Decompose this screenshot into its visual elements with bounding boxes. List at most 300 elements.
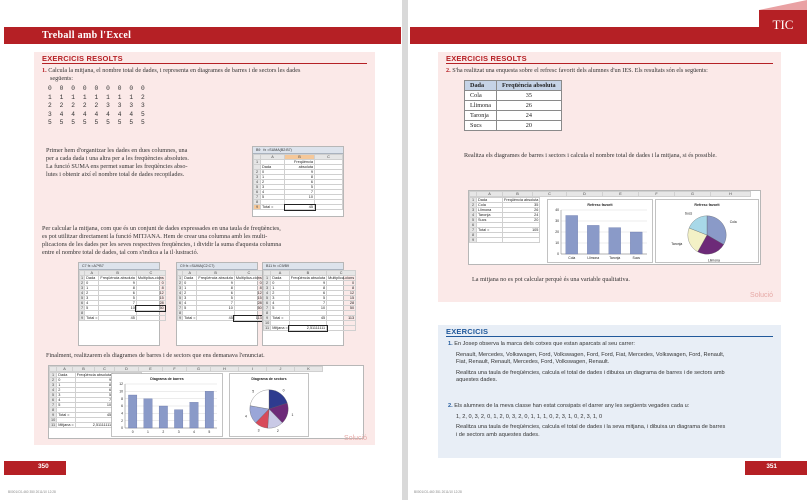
spreadsheet-cell: Dada [183, 276, 197, 281]
book-gutter [402, 0, 408, 500]
spreadsheet-cell: 7 [99, 301, 136, 306]
chapter-title: Treball amb l'Excel [4, 27, 401, 44]
spreadsheet-cell: 0 [85, 281, 99, 286]
x-tick-label: 4 [193, 429, 195, 434]
spreadsheet-cell: 8 [136, 286, 165, 291]
column-header: B [285, 155, 315, 160]
spreadsheet-cell: 113 [234, 316, 263, 321]
row-header: 6 [264, 301, 271, 306]
spreadsheet-cell: 3 [57, 393, 76, 398]
spreadsheet-cell: Freqüència absoluta [504, 198, 539, 202]
x-tick-label: 5 [208, 429, 211, 434]
bar [190, 402, 198, 428]
spreadsheet-step [78, 262, 164, 346]
table-row [465, 91, 562, 101]
spreadsheet-cell: Dada [261, 165, 285, 170]
column-header: J [267, 367, 295, 372]
spreadsheet-cell: 4 [261, 190, 285, 195]
column-header: B [289, 271, 326, 276]
exercise-line: En Josep observa la marca dels cotxes que estan aparcats al seu carrer: [454, 341, 635, 347]
exercise-line: 1, 2, 0, 3, 2, 0, 1, 2, 0, 3, 2, 0, 1, 1, 1, 0, 2, 3, 1, 0, 2, 3, 1, 0 [456, 413, 603, 420]
row-header: 5 [254, 185, 261, 190]
section-title: EXERCICIS RESOLTS [446, 54, 527, 63]
spreadsheet-sum [252, 146, 344, 217]
spreadsheet-cell: Sucs [477, 218, 503, 223]
data-row: 1 1 1 1 1 1 1 1 2 [48, 93, 147, 101]
column-header: D [115, 367, 139, 372]
spreadsheet-cell: 4 [57, 398, 76, 403]
cell-reference: C7 [82, 264, 87, 268]
spreadsheet-cell: 0 [183, 281, 197, 286]
formula-text: =A7*B7 [91, 264, 104, 268]
spreadsheet-cell: 6 [99, 291, 136, 296]
spreadsheet-cell: 3 [183, 296, 197, 301]
column-header: A [183, 271, 197, 276]
text-line: lutes i obtenir així el nombre total de dades recopilades. [46, 171, 185, 178]
spreadsheet-cell: Total = [86, 316, 98, 320]
table-cell: 24 [496, 111, 561, 121]
pie-chart-refresc [655, 199, 759, 263]
column-header: E [603, 192, 639, 197]
column-header: I [239, 367, 267, 372]
column-header: D [567, 192, 603, 197]
row-header: 8 [264, 311, 271, 316]
column-header: B [99, 271, 136, 276]
spreadsheet-cell: 28 [327, 301, 356, 306]
footer-bar [4, 461, 66, 475]
formula-bar: B11 fx =C9/B9 [263, 263, 343, 270]
y-tick-label: 0 [121, 426, 123, 431]
row-header: 7 [470, 228, 477, 233]
spreadsheet-cell: 10 [197, 306, 234, 311]
table-row [465, 111, 562, 121]
spreadsheet-cell: 0 [234, 281, 263, 286]
table-row [178, 276, 264, 281]
row-header: 5 [470, 218, 477, 223]
spreadsheet-cell: 12 [234, 291, 263, 296]
spreadsheet-cell: 5 [57, 403, 76, 408]
row-header: 5 [50, 393, 57, 398]
spreadsheet-cell: Total = [261, 205, 285, 210]
spreadsheet-cell: 0 [57, 378, 76, 383]
spreadsheet-cell: Dada [85, 276, 99, 281]
exercise-item [448, 341, 776, 385]
y-tick-label: 10 [555, 241, 559, 246]
x-tick-label: Cola [568, 255, 576, 260]
column-header: G [187, 367, 211, 372]
row-header: 2 [50, 378, 57, 383]
spreadsheet-cell: Dada [271, 276, 290, 281]
table-cell: 35 [496, 91, 561, 101]
table-row [470, 198, 540, 203]
spreadsheet-grid [79, 270, 166, 321]
row-header: 4 [470, 213, 477, 218]
spreadsheet-cell: 5 [85, 306, 99, 311]
exercise-line: aquestes dades. [456, 377, 498, 384]
statement-text: S'ha realitzat una enquesta sobre el refresc favorit dels alumnes d'un IES. Els resultats són els següents: [452, 67, 708, 74]
corner-cell [470, 192, 477, 197]
spreadsheet-cell: Freqüència [285, 160, 315, 165]
data-row: 2 2 2 2 2 3 3 3 3 [48, 102, 147, 109]
chart-title: Refresc favorit [694, 203, 720, 207]
y-tick-label: 30 [555, 219, 559, 224]
spreadsheet-cell: 20 [503, 218, 540, 223]
data-row: 5 5 5 5 5 5 5 5 5 [48, 119, 147, 126]
spreadsheet-cell: 4 [271, 301, 290, 306]
spreadsheet-cell: 0 [136, 281, 165, 286]
bar [205, 391, 213, 428]
spreadsheet-cell: Total = [184, 316, 196, 320]
paragraph-organize [46, 147, 251, 179]
y-tick-label: 2 [121, 418, 123, 423]
cell-reference: C9 [180, 264, 185, 268]
exercise-number: 2. [448, 403, 453, 409]
spreadsheet-cell: 10 [99, 306, 136, 311]
spreadsheet-cell: 6 [75, 388, 112, 393]
statement-line: Calcula la mitjana, el nombre total de dades, i representa en diagrames de barres i de sectors les dades [48, 67, 301, 74]
slice-label: 3 [257, 428, 260, 433]
cell-reference: B11 [266, 264, 273, 268]
table-row [470, 238, 540, 243]
row-header: 7 [179, 306, 182, 310]
spreadsheet-grid [263, 270, 356, 331]
table-row [50, 367, 323, 372]
formula-text: =SUMA(C2:C7) [189, 264, 215, 268]
spreadsheet-cell: 0 [271, 281, 290, 286]
print-info: B0001/C0-460 351 2011/10 12:28 [414, 490, 462, 494]
spreadsheet-cell: 9 [99, 281, 136, 286]
x-tick-label: 3 [177, 429, 180, 434]
spreadsheet-cell: Total = [477, 228, 503, 233]
spreadsheet-cell: 4 [85, 301, 99, 306]
row-header: 1 [179, 276, 182, 280]
spreadsheet-cell: 50 [327, 306, 356, 311]
spreadsheet-cell: 35 [503, 203, 540, 208]
chart-title: Diagrama de barres [150, 377, 184, 381]
spreadsheet-cell: Total = [271, 316, 290, 321]
row-header: 9 [254, 205, 261, 210]
pie-chart-values [229, 373, 309, 437]
bar [587, 225, 599, 254]
spreadsheet-cell: 15 [327, 296, 356, 301]
spreadsheet-cell: 45 [285, 205, 315, 210]
spreadsheet-cell: 9 [197, 281, 234, 286]
spreadsheet-cell: 8 [234, 286, 263, 291]
exercise-statement [446, 67, 776, 75]
spreadsheet-cell: Mitjana = [58, 423, 74, 427]
x-tick-label: Llimona [587, 255, 600, 260]
y-tick-label: 0 [557, 252, 559, 257]
row-header: 9 [50, 413, 57, 418]
spreadsheet-cell: 3 [261, 185, 285, 190]
column-header: C [95, 367, 115, 372]
text-line: entre el nombre total de dades, tal com s'indica a la il·lustració. [42, 249, 199, 256]
bar [566, 216, 578, 255]
spreadsheet-cell [503, 238, 540, 243]
slice-label: Llimona [708, 258, 720, 263]
table-header: Dada [465, 81, 497, 91]
row-header: 1 [50, 373, 57, 378]
text-line: La funció SUMA ens permet sumar les freqüències abso- [46, 163, 188, 170]
exercise-line: Fiat, Renault, Renault, Mercedes, Ford, Volkswagen, Renault. [456, 359, 610, 366]
text-line: Per calcular la mitjana, com que és un conjunt de dades expressades en una taula de freqüències, [42, 225, 281, 232]
column-header: E [139, 367, 163, 372]
column-header: C [315, 155, 343, 160]
cell-reference: B9 [256, 148, 261, 152]
row-header: 3 [470, 208, 477, 213]
spreadsheet-cell: 5 [183, 306, 197, 311]
column-header: A [57, 367, 73, 372]
table-cell: 20 [496, 121, 561, 131]
column-header: F [163, 367, 187, 372]
column-header: A [261, 155, 285, 160]
row-header: 5 [264, 296, 271, 301]
spreadsheet-cell: 7 [285, 190, 315, 195]
slice-label: Taronja [671, 242, 683, 247]
spreadsheet-cell: 5 [271, 306, 290, 311]
table-row [465, 121, 562, 131]
spreadsheet-cell: 2 [271, 291, 290, 296]
column-header: K [295, 367, 323, 372]
tic-tab: TIC [759, 10, 807, 40]
spreadsheet-cell: 7 [289, 301, 326, 306]
task-text: Realitza els diagrames de barres i sectors i calcula el nombre total de dades i la mitjana, si és possible. [464, 152, 717, 159]
row-header: 4 [179, 291, 182, 295]
spreadsheet-cell: 2,51111111 [289, 326, 326, 331]
y-tick-label: 40 [555, 208, 559, 213]
spreadsheet-cell: 15 [136, 296, 165, 301]
spreadsheet-cell: 7 [75, 398, 112, 403]
column-header: A [85, 271, 99, 276]
x-tick-label: 2 [162, 429, 165, 434]
spreadsheet-cell: 45 [75, 413, 112, 418]
slice-label: 5 [252, 389, 255, 394]
text-line: es pot utilitzar directament la funció MITJANA. Hem de crear una columna amb les multi- [42, 233, 268, 240]
row-header: 6 [470, 223, 477, 228]
spreadsheet-cell: Multiplica-cions [235, 276, 262, 280]
frequency-table [464, 80, 562, 131]
row-header: 1 [470, 198, 477, 203]
spreadsheet-cell: 2,51111111 [75, 423, 112, 428]
spreadsheet-cell: 26 [503, 208, 540, 213]
spreadsheet-cell: 12 [327, 291, 356, 296]
spreadsheet-cell: 8 [289, 286, 326, 291]
spreadsheet-cell: 12 [136, 291, 165, 296]
print-info: B0001/C0-460 350 2011/10 12:28 [8, 490, 56, 494]
slice-label: Sucs [684, 211, 693, 216]
spreadsheet-cell: Freqüència absoluta [290, 276, 326, 280]
column-header: B [73, 367, 95, 372]
row-header: 5 [81, 296, 84, 300]
row-header: 2 [264, 281, 271, 286]
slice-label: 4 [245, 414, 247, 419]
spreadsheet-cell: Mitjana = [272, 326, 288, 330]
conclusion-text: La mitjana no es pot calcular perquè és una variable qualitativa. [472, 276, 630, 283]
bar [144, 399, 152, 428]
spreadsheet-cell: 4 [183, 301, 197, 306]
section-rule [42, 63, 367, 64]
row-header: 7 [264, 306, 271, 311]
x-tick-label: 0 [131, 429, 134, 434]
row-header: 7 [254, 195, 261, 200]
column-header: C [136, 271, 165, 276]
column-header: C [234, 271, 263, 276]
spreadsheet-cell: 5 [99, 296, 136, 301]
slice-label: 2 [276, 429, 279, 434]
slice-label: 1 [291, 412, 294, 417]
spreadsheet-cell: Multiplica-cions [137, 276, 164, 280]
corner-cell [50, 367, 57, 372]
data-row: 3 4 4 4 4 4 4 4 5 [48, 110, 147, 118]
right-page [410, 0, 807, 500]
spreadsheet-cell: Dada [57, 373, 76, 378]
row-header: 2 [470, 203, 477, 208]
spreadsheet-cell: absoluta [285, 165, 315, 170]
section-rule [446, 63, 773, 64]
solved-exercises-box [438, 52, 781, 302]
slice-label: Cola [729, 220, 737, 225]
tab-fold [759, 0, 807, 10]
row-header: 5 [179, 296, 182, 300]
table-row [80, 316, 166, 321]
bar [174, 410, 182, 428]
spreadsheet-cell: 6 [289, 291, 326, 296]
formula-bar: C9 fx =SUMA(C2:C7) [177, 263, 257, 270]
column-header: H [711, 192, 751, 197]
row-header: 1 [81, 276, 84, 280]
exercise-statement [42, 67, 370, 83]
spreadsheet-grid [177, 270, 264, 321]
spreadsheet-cell: 24 [503, 213, 540, 218]
bar [609, 228, 621, 254]
row-header: 4 [81, 291, 84, 295]
row-header: 7 [81, 306, 84, 310]
spreadsheet-cell: 1 [57, 383, 76, 388]
y-tick-label: 12 [119, 382, 123, 387]
spreadsheet-cell: 45 [197, 316, 234, 321]
table-row [178, 316, 264, 321]
exercises-rule [446, 336, 773, 337]
spreadsheet-cell: 9 [285, 170, 315, 175]
row-header: 10 [265, 321, 270, 325]
column-header: G [675, 192, 711, 197]
spreadsheet-cell: 7 [197, 301, 234, 306]
column-header: B [197, 271, 234, 276]
exercise-line: Renault, Mercedes, Volkswagen, Ford, Volkswagen, Ford, Ford, Fiat, Mercedes, Volkswagen, Ford, Renault, [456, 351, 725, 358]
row-header: 11 [51, 423, 56, 427]
formula-text: =C9/B9 [276, 264, 290, 268]
table-cell: Cola [465, 91, 497, 101]
spreadsheet-cell [315, 205, 343, 210]
table-row [470, 192, 751, 197]
table-row [264, 326, 356, 331]
column-header: H [211, 367, 239, 372]
row-header: 3 [179, 286, 182, 290]
row-header: 2 [254, 170, 261, 175]
row-header: 9 [264, 316, 271, 321]
spreadsheet-cell: Total = [57, 413, 76, 418]
table-cell: Llimona [465, 101, 497, 111]
spreadsheet-cell: Multiplica-cions [328, 276, 355, 280]
table-header: Freqüència absoluta [496, 81, 561, 91]
bar [128, 395, 136, 428]
spreadsheet-cell: Taronja [477, 213, 503, 218]
spreadsheet-cell: 2 [183, 291, 197, 296]
row-header: 10 [51, 418, 56, 422]
x-tick-label: Sucs [632, 255, 641, 260]
y-tick-label: 8 [121, 396, 123, 401]
column-header: F [639, 192, 675, 197]
chart-title: Diagrama de sectors [251, 377, 287, 381]
exercise-number: 1. [42, 67, 47, 74]
formula-bar: C7 fx =A7*B7 [79, 263, 159, 270]
table-row [254, 205, 343, 210]
table-cell: Sucs [465, 121, 497, 131]
spreadsheet-cell: 45 [99, 316, 136, 321]
spreadsheet-cell: 45 [289, 316, 326, 321]
spreadsheet-cell: Llimona [477, 208, 503, 213]
row-header: 8 [50, 408, 57, 413]
spreadsheet-cell: 1 [271, 286, 290, 291]
row-header: 3 [254, 175, 261, 180]
table-row [465, 101, 562, 111]
row-header: 9 [179, 316, 182, 320]
spreadsheet-cell: 5 [261, 195, 285, 200]
y-tick-label: 10 [119, 389, 123, 394]
spreadsheet-step [176, 262, 262, 346]
statement-line: següents: [50, 75, 74, 82]
row-header: 6 [50, 398, 57, 403]
exercise-line: i de sectors amb aquestes dades. [456, 431, 540, 438]
row-header: 9 [81, 316, 84, 320]
page-number: 350 [38, 463, 49, 470]
spreadsheet-cell: 1 [261, 175, 285, 180]
spreadsheet-cell: 8 [75, 383, 112, 388]
formula-text: =SUMA(B2:B7) [267, 148, 292, 152]
data-row: 0 0 0 0 0 0 0 0 0 [48, 85, 147, 92]
spreadsheet-cell: Freqüència absoluta [76, 373, 112, 377]
spreadsheet-cell: 2 [261, 180, 285, 185]
exercise-item [448, 403, 776, 439]
row-header: 7 [50, 403, 57, 408]
spreadsheet-cell: 10 [289, 306, 326, 311]
row-header: 9 [470, 238, 477, 243]
row-header: 8 [470, 233, 477, 238]
spreadsheet-cell: 113 [327, 316, 356, 321]
spreadsheet-cell: 15 [234, 296, 263, 301]
spreadsheet-cell: 1 [85, 286, 99, 291]
spreadsheet-step [262, 262, 355, 346]
spreadsheet-cell: 8 [285, 175, 315, 180]
table-row [80, 276, 166, 281]
spreadsheet-cell [136, 316, 165, 321]
spreadsheet-cell: 10 [285, 195, 315, 200]
section-title: EXERCICIS RESOLTS [42, 54, 123, 63]
spreadsheet-grid [253, 154, 343, 210]
text-line: plicacions de les dades per les seves respectives freqüències, i dividir la suma d'aquesta columna [42, 241, 282, 248]
row-header: 3 [50, 383, 57, 388]
spreadsheet-refresc [468, 190, 761, 265]
row-header: 11 [265, 326, 270, 330]
table-cell: 26 [496, 101, 561, 111]
table-cell: Taronja [465, 111, 497, 121]
row-header: 6 [179, 301, 182, 305]
y-tick-label: 4 [121, 411, 123, 416]
bar [159, 406, 167, 428]
spreadsheet-cell: Dada [477, 198, 503, 203]
spreadsheet-cell: Cola [477, 203, 503, 208]
spreadsheet-cell: 6 [285, 180, 315, 185]
